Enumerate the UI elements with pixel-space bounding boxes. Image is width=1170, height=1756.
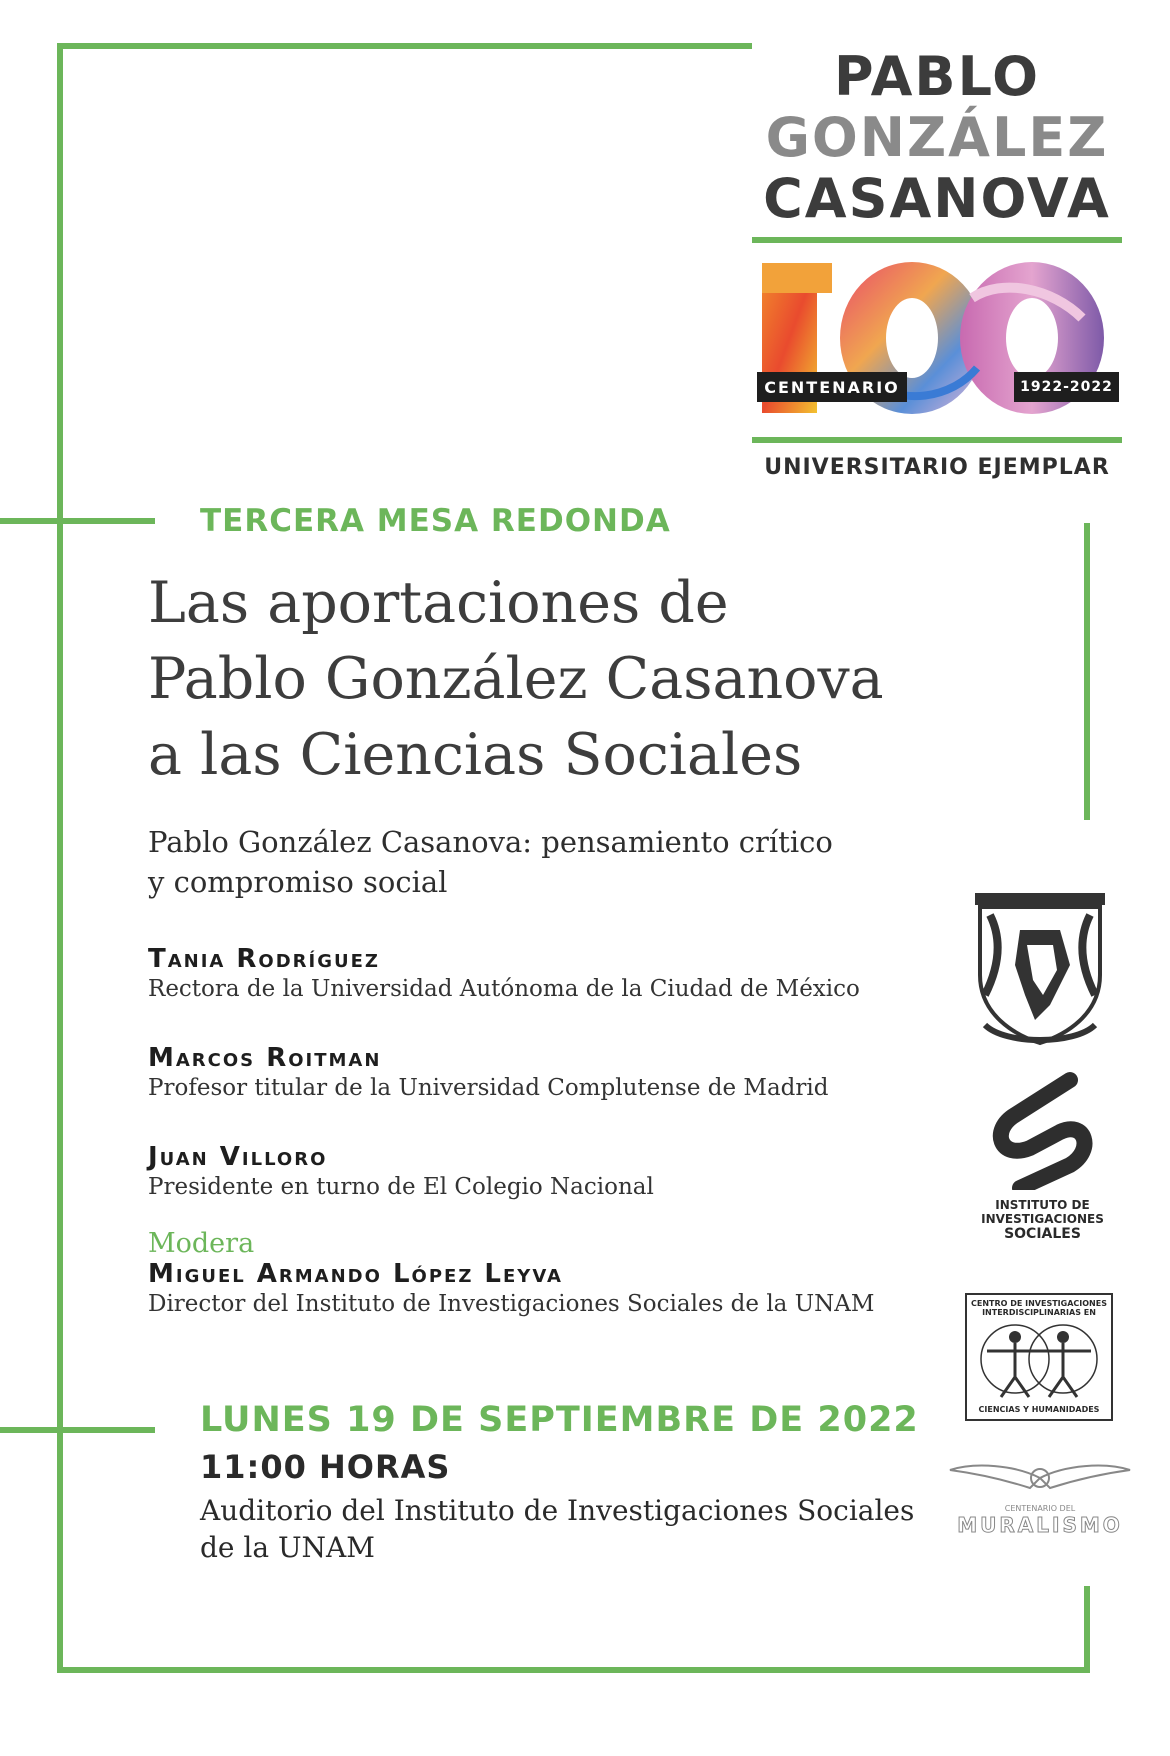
speaker-name: Tania Rodríguez — [148, 944, 380, 974]
event-title-line2: Pablo González Casanova — [148, 646, 884, 712]
speaker-3 — [148, 1142, 654, 1200]
ceiich-name-top2: INTERDISCIPLINARIAS EN — [982, 1308, 1096, 1317]
event-date: LUNES 19 DE SEPTIEMBRE DE 2022 — [200, 1400, 919, 1440]
logo-rule-top — [752, 237, 1122, 243]
frame-tick-upper — [0, 518, 155, 524]
ceiich-logo — [965, 1293, 1113, 1421]
frame-right-line-upper — [1084, 523, 1090, 820]
frame-tick-lower — [0, 1427, 155, 1433]
event-subtitle — [148, 822, 833, 902]
frame-bottom-line — [57, 1667, 1090, 1673]
muralismo-big-text: MURALISMO — [957, 1513, 1123, 1537]
speaker-role: Profesor titular de la Universidad Complutense de Madrid — [148, 1075, 829, 1101]
iis-s-icon — [975, 1070, 1110, 1190]
unam-shield-icon — [965, 885, 1115, 1050]
moderator-label: Modera — [148, 1228, 255, 1259]
muralismo-logo — [945, 1460, 1135, 1540]
moderator-role: Director del Instituto de Investigaciones Sociales de la UNAM — [148, 1291, 875, 1317]
logo-name-line3: CASANOVA — [763, 167, 1111, 230]
frame-right-line-lower — [1084, 1586, 1090, 1673]
badge-years: 1922-2022 — [1014, 372, 1119, 402]
speaker-2 — [148, 1043, 828, 1101]
event-subtitle-line2: y compromiso social — [148, 865, 448, 899]
logo-name-line2: GONZÁLEZ — [765, 106, 1109, 169]
speaker-role: Rectora de la Universidad Autónoma de la Ciudad de México — [148, 976, 860, 1002]
iis-name-line1: INSTITUTO DE — [995, 1198, 1090, 1212]
logo-tagline: UNIVERSITARIO EJEMPLAR — [764, 455, 1110, 480]
speaker-1 — [148, 944, 860, 1002]
centenary-logo — [752, 45, 1122, 490]
iis-logo — [975, 1070, 1110, 1250]
event-eyebrow: TERCERA MESA REDONDA — [200, 503, 671, 539]
event-venue-line2: de la UNAM — [200, 1531, 375, 1564]
logo-rule-bottom — [752, 437, 1122, 443]
muralismo-small-text: CENTENARIO DEL — [1004, 1504, 1076, 1513]
eagle-wings-icon — [945, 1460, 1135, 1500]
moderator-block — [148, 1228, 874, 1317]
event-title-line3: a las Ciencias Sociales — [148, 722, 803, 788]
event-time: 11:00 HORAS — [200, 1448, 451, 1486]
event-title — [148, 565, 884, 793]
iis-name-line2: INVESTIGACIONES — [981, 1212, 1104, 1226]
speaker-name: Marcos Roitman — [148, 1043, 382, 1073]
event-venue-line1: Auditorio del Instituto de Investigaciones Sociales — [200, 1494, 915, 1527]
ceiich-name-bottom: CIENCIAS Y HUMANIDADES — [978, 1405, 1100, 1414]
frame-top-line — [57, 43, 752, 49]
badge-centenario: CENTENARIO — [757, 372, 907, 402]
speaker-role: Presidente en turno de El Colegio Nacional — [148, 1174, 654, 1200]
logo-name-line1: PABLO — [834, 45, 1040, 108]
event-title-line1: Las aportaciones de — [148, 570, 729, 636]
speaker-name: Juan Villoro — [148, 1142, 328, 1172]
vitruvian-figures-icon — [967, 1317, 1111, 1401]
ceiich-name-top1: CENTRO DE INVESTIGACIONES — [971, 1299, 1107, 1308]
moderator-name: Miguel Armando López Leyva — [148, 1259, 563, 1289]
iis-name-line3: SOCIALES — [1004, 1226, 1081, 1242]
event-venue — [200, 1492, 914, 1566]
unam-seal-logo — [965, 885, 1115, 1050]
event-subtitle-line1: Pablo González Casanova: pensamiento crítico — [148, 825, 833, 859]
